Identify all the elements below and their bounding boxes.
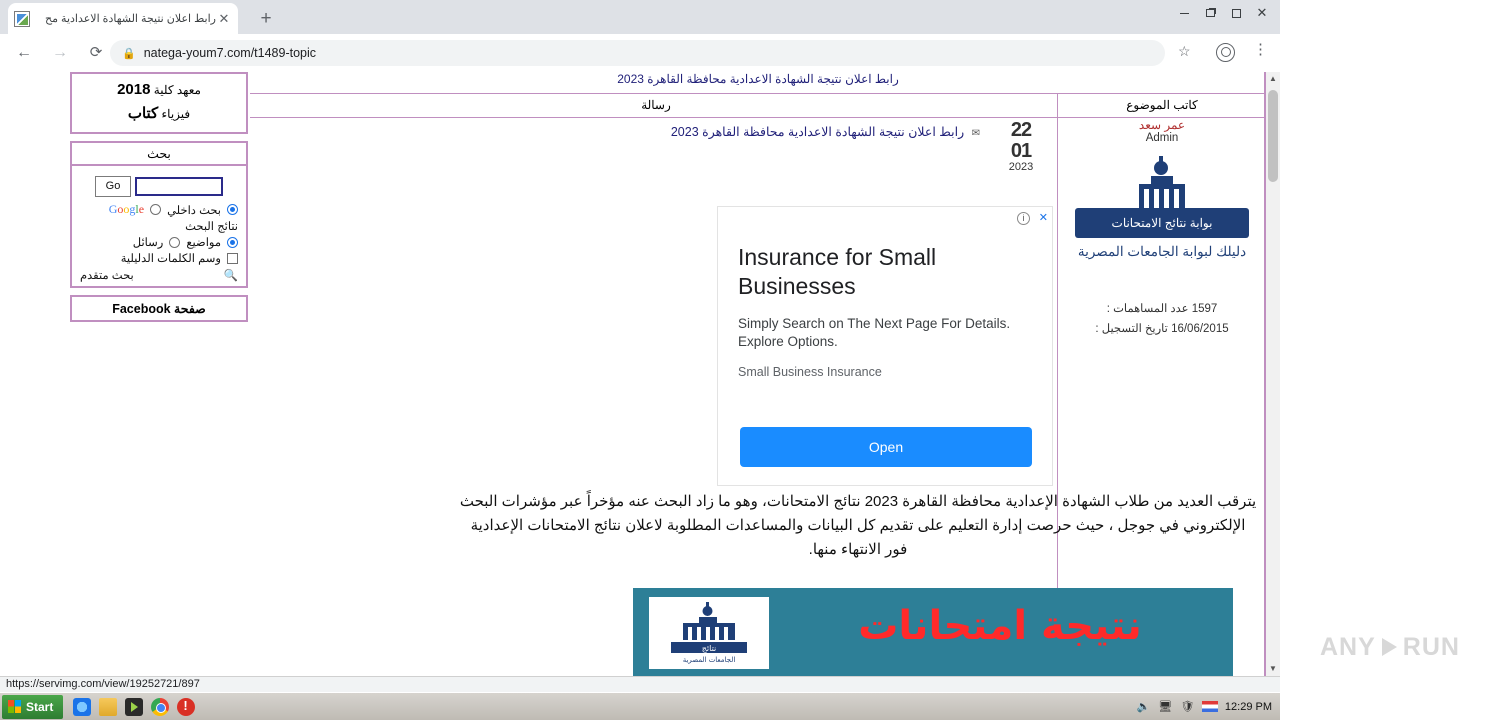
search-results-label: نتائج البحث (185, 221, 238, 233)
search-scope-google-label: Google (108, 202, 145, 216)
institute-year: 2018 (117, 81, 151, 98)
folder-icon[interactable] (99, 698, 117, 716)
table-header-row (250, 94, 1266, 118)
results-banner[interactable] (633, 588, 1233, 678)
address-bar[interactable] (110, 40, 1165, 66)
chrome-icon[interactable] (151, 698, 169, 716)
institute-box (70, 72, 248, 134)
start-label: Start (26, 699, 54, 714)
post-date (990, 120, 1052, 174)
magnifier-icon[interactable]: 🔍 (223, 270, 238, 282)
ad-headline: Insurance for Small Businesses (738, 244, 937, 299)
restore-icon[interactable] (1198, 2, 1222, 24)
alert-icon[interactable] (177, 698, 195, 716)
radio-google-icon[interactable] (150, 204, 161, 215)
banner-logo (661, 602, 757, 664)
scrollbar-thumb[interactable] (1268, 90, 1278, 182)
author-posts-row (1058, 300, 1266, 320)
search-scope-internal-row[interactable] (78, 201, 240, 218)
profile-avatar-icon[interactable] (1216, 43, 1235, 62)
search-go-button[interactable]: Go (95, 176, 131, 197)
radio-topics-icon[interactable] (227, 237, 238, 248)
network-icon[interactable]: 🖥 (1158, 701, 1173, 713)
page-viewport (0, 72, 1460, 676)
avatar-ribbon-text: بوابة نتائج الامتحانات (1111, 216, 1213, 230)
tab-favicon-icon (14, 11, 30, 27)
shield-icon[interactable]: 🛡 (1180, 701, 1195, 713)
reload-icon[interactable]: ⟳ (89, 44, 103, 61)
advanced-search-label: بحث متقدم (80, 270, 134, 282)
play-icon (1382, 638, 1397, 656)
ad-info-icon[interactable]: i (1017, 212, 1030, 225)
ad-display-url: Small Business Insurance (738, 364, 882, 379)
watermark-right: RUN (1402, 632, 1460, 661)
avatar-subtitle: دليلك لبوابة الجامعات المصرية (1077, 244, 1247, 259)
lock-icon: 🔒 (122, 47, 136, 60)
back-icon[interactable]: ← (16, 44, 32, 61)
post-month: 01 (1010, 140, 1032, 162)
author-joined-value: 16/06/2015 (1171, 322, 1229, 335)
window-controls (1172, 2, 1274, 24)
speaker-icon[interactable]: 🔈 (1136, 701, 1151, 713)
search-tags-label: وسم الكلمات الدليلية (120, 253, 221, 265)
clock[interactable]: 12:29 PM (1224, 700, 1272, 713)
building-icon (1131, 156, 1193, 212)
search-box (70, 141, 248, 288)
institute-text (72, 74, 246, 132)
search-results-messages-label: رسائل (132, 237, 164, 249)
status-bar: https://servimg.com/view/19252721/897 (0, 676, 1280, 692)
author-role: Admin (1145, 132, 1179, 144)
ie-icon[interactable] (73, 698, 91, 716)
column-header-message: رسالة (641, 98, 671, 112)
tab-title: رابط اعلان نتيجة الشهادة الاعدادية مح (45, 13, 216, 25)
search-results-label-row (78, 218, 240, 234)
post-title-row[interactable] (270, 124, 980, 139)
author-avatar (1069, 150, 1255, 282)
post-day: 22 (1010, 119, 1032, 141)
author-stats (1058, 300, 1266, 339)
search-box-body (72, 166, 246, 286)
institute-book: كتاب (127, 105, 159, 122)
bookmark-star-icon[interactable]: ☆ (1178, 43, 1191, 59)
topic-content (250, 72, 1460, 676)
author-posts-label: عدد المساهمات : (1106, 303, 1189, 315)
browser-chrome (0, 0, 1280, 72)
taskbar (0, 692, 1280, 720)
search-results-type-row[interactable] (78, 234, 240, 250)
facebook-page-box[interactable]: صفحة Facebook (70, 295, 248, 322)
search-box-title: بحث (72, 143, 246, 166)
maximize-icon[interactable] (1224, 2, 1248, 24)
author-joined-row (1058, 320, 1266, 340)
new-tab-button[interactable]: + (260, 8, 272, 29)
ad-close-icon[interactable]: ✕ (1038, 212, 1048, 224)
svg-text:الجامعات المصرية: الجامعات المصرية (682, 656, 736, 664)
radio-internal-icon[interactable] (227, 204, 238, 215)
search-input[interactable] (135, 177, 223, 196)
browser-toolbar (0, 34, 1280, 72)
column-header-author: كاتب الموضوع (1126, 98, 1198, 112)
search-tags-row[interactable] (78, 250, 240, 266)
media-player-icon[interactable] (125, 698, 143, 716)
breadcrumb: رابط اعلان نتيجة الشهادة الاعدادية محافظة القاهرة 2023 (250, 72, 1266, 94)
banner-building-icon (661, 602, 757, 664)
advanced-search-row[interactable] (78, 266, 240, 282)
checkbox-tags-icon[interactable] (227, 253, 238, 264)
browser-tab[interactable] (8, 3, 238, 34)
ad-description: Simply Search on The Next Page For Details. Explore Options. (738, 315, 1011, 349)
post-author-panel (1058, 118, 1266, 339)
banner-logo-box (649, 597, 769, 669)
scroll-down-icon[interactable]: ▼ (1269, 664, 1277, 673)
advertisement[interactable] (717, 206, 1053, 486)
language-flag-icon[interactable] (1202, 701, 1218, 712)
window-close-icon[interactable]: ✕ (1256, 5, 1268, 20)
post-year: 2023 (1008, 161, 1034, 173)
institute-line1-rest: معهد كلية (153, 83, 201, 97)
radio-messages-icon[interactable] (169, 237, 180, 248)
author-joined-label: تاريخ التسجيل : (1095, 322, 1168, 335)
system-tray (1136, 700, 1280, 714)
svg-text:نتائج: نتائج (701, 644, 717, 653)
envelope-icon: ✉ (971, 128, 980, 139)
browser-menu-icon[interactable]: ⋮ (1253, 41, 1268, 58)
windows-flag-icon (8, 700, 21, 713)
tab-strip (0, 0, 1280, 34)
minimize-icon[interactable] (1172, 2, 1196, 24)
banner-text: نتيجة امتحانات (858, 603, 1142, 649)
author-name[interactable]: عمر سعد (1138, 118, 1186, 132)
institute-line2-rest: فيزياء (161, 107, 191, 121)
ad-open-button[interactable]: Open (740, 427, 1032, 467)
forward-icon[interactable]: → (52, 44, 68, 61)
author-posts-value: 1597 (1191, 303, 1218, 315)
post-title: رابط اعلان نتيجة الشهادة الاعدادية محافظة القاهرة 2023 (670, 125, 965, 139)
watermark-left: ANY (1320, 632, 1376, 661)
taskbar-quick-launch (73, 698, 195, 716)
forum-page (68, 72, 1460, 676)
search-results-topics-label: مواضيع (186, 237, 221, 249)
start-button[interactable] (2, 695, 63, 719)
page-scrollbar[interactable] (1266, 72, 1280, 676)
close-icon[interactable]: ✕ (218, 10, 230, 26)
post-body: يترقب العديد من طلاب الشهادة الإعدادية محافظة القاهرة 2023 نتائج الامتحانات، وهو ما زاد البحث عنه مؤخراً عبر مؤشرات البحث الإلكتروني في جوجل ، حيث حرصت إدارة التعليم على تقديم كل البيانات والمساعدات المطلوبة لاعلان نتائج الامتحانات الإعدادية فور الانتهاء منها. (459, 493, 1257, 558)
address-bar-url: natega-youm7.com/t1489-topic (143, 46, 317, 60)
sidebar (68, 72, 250, 676)
scroll-up-icon[interactable]: ▲ (1269, 74, 1277, 83)
search-row (78, 176, 240, 197)
search-scope-internal-label: بحث داخلي (167, 204, 221, 217)
anyrun-watermark (1320, 625, 1500, 669)
